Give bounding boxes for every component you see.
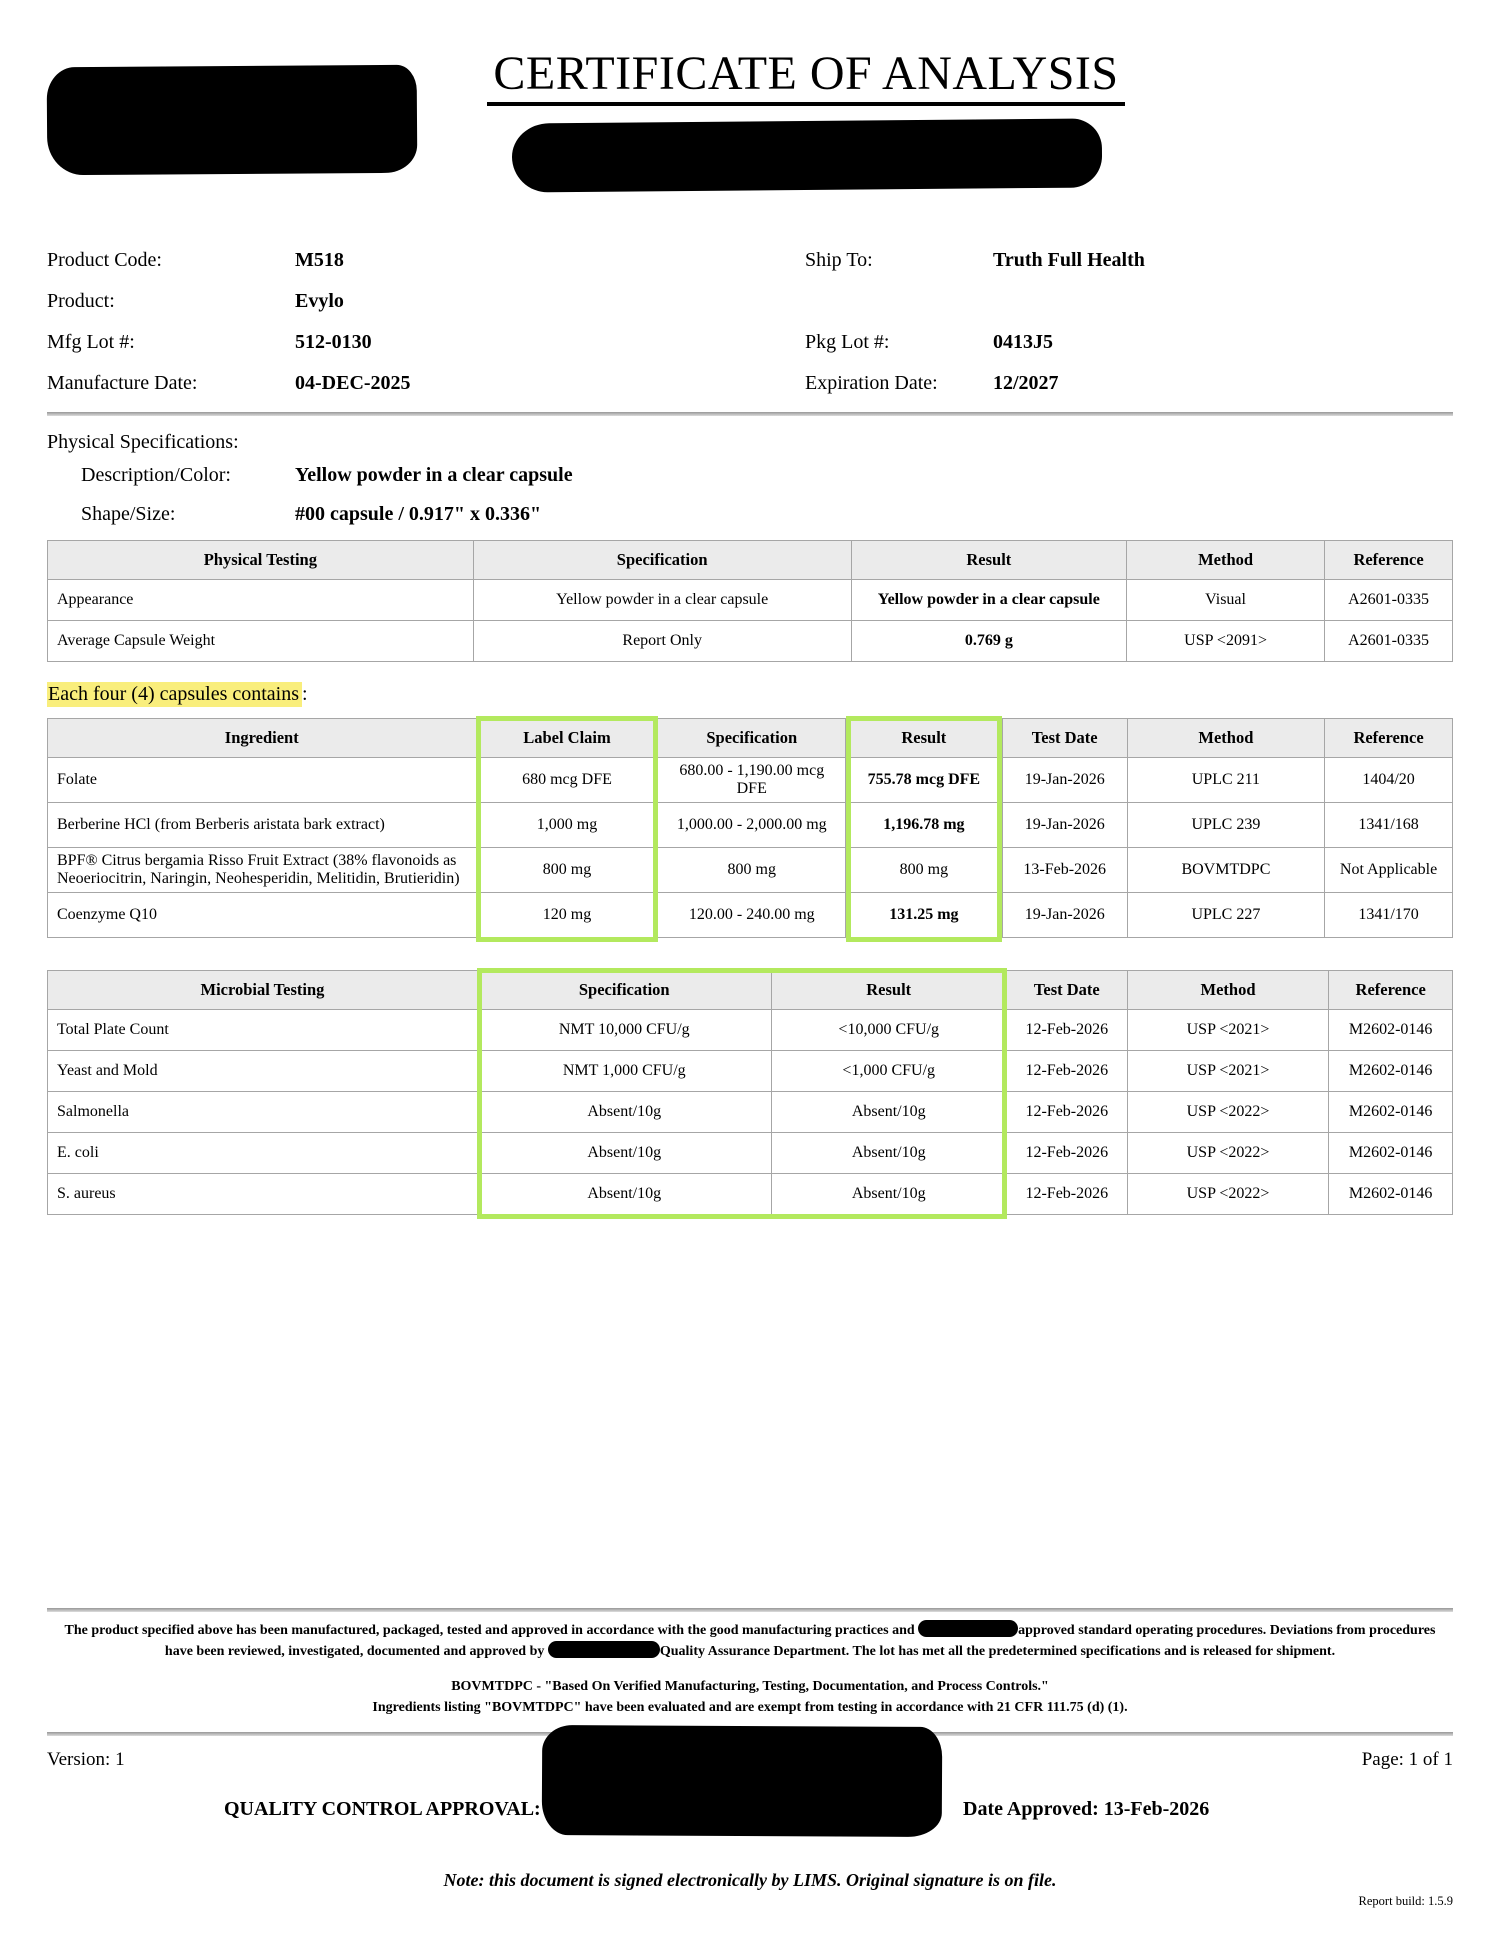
capsules-contains-heading	[47, 680, 1453, 708]
table-header-cell: Result	[771, 971, 1006, 1010]
table-cell: 12-Feb-2026	[1006, 1051, 1127, 1092]
shape-size-label: Shape/Size:	[81, 503, 176, 525]
table-cell: USP <2022>	[1127, 1174, 1329, 1215]
table-header-cell: Method	[1127, 971, 1329, 1010]
qc-approval-label: QUALITY CONTROL APPROVAL:	[224, 1798, 541, 1820]
table-cell: NMT 1,000 CFU/g	[477, 1051, 771, 1092]
ship-to-group	[805, 240, 1145, 281]
table-cell: 19-Jan-2026	[1002, 803, 1127, 848]
table-header-cell: Physical Testing	[48, 541, 474, 580]
table-cell: Coenzyme Q10	[48, 893, 477, 938]
product-label: Product:	[47, 290, 115, 312]
product-info-row	[47, 322, 1453, 363]
mfg-date-label: Manufacture Date:	[47, 372, 198, 394]
mfg-date-value: 04-DEC-2025	[295, 372, 411, 394]
table-cell: Absent/10g	[771, 1092, 1006, 1133]
shape-size-value: #00 capsule / 0.917" x 0.336"	[295, 503, 542, 525]
table-cell: UPLC 239	[1127, 803, 1324, 848]
table-cell: 12-Feb-2026	[1006, 1174, 1127, 1215]
yellow-highlight: Each four (4) capsules contains	[47, 682, 302, 707]
table-cell: BOVMTDPC	[1127, 848, 1324, 893]
disclaimer-paragraph	[47, 1620, 1453, 1662]
table-row	[48, 1133, 1453, 1174]
table-cell: Berberine HCl (from Berberis aristata bark extract)	[48, 803, 477, 848]
table-cell: 1,000.00 - 2,000.00 mg	[658, 803, 846, 848]
table-cell: Absent/10g	[771, 1174, 1006, 1215]
table-cell: Salmonella	[48, 1092, 478, 1133]
address-redaction-blob	[512, 118, 1103, 192]
table-header-cell: Test Date	[1002, 719, 1127, 758]
ingredient-table	[47, 718, 1453, 938]
table-header-cell: Method	[1127, 541, 1325, 580]
table-cell: UPLC 211	[1127, 758, 1324, 803]
ship-to-label: Ship To:	[805, 249, 873, 271]
bovmtdpc-line1: BOVMTDPC - "Based On Verified Manufacturing, Testing, Documentation, and Process Controls."	[451, 1679, 1049, 1694]
horizontal-divider	[47, 1608, 1453, 1612]
disclaimer-text: The product specified above has been manufactured, packaged, tested and approved in accordance with the good manufacturing practices and	[64, 1623, 915, 1638]
expiration-group	[805, 363, 1059, 404]
ship-to-value: Truth Full Health	[993, 249, 1145, 271]
product-info-row	[47, 281, 1453, 322]
inline-redaction-blob	[548, 1641, 660, 1658]
table-cell: Folate	[48, 758, 477, 803]
table-cell: M2602-0146	[1329, 1133, 1453, 1174]
product-code-label: Product Code:	[47, 249, 162, 271]
version-text: Version: 1	[47, 1749, 125, 1770]
table-cell: 800 mg	[658, 848, 846, 893]
table-cell: 680.00 - 1,190.00 mcg DFE	[658, 758, 846, 803]
table-cell: 131.25 mg	[846, 893, 1003, 938]
expiration-date-value: 12/2027	[993, 372, 1059, 394]
table-header-cell: Reference	[1325, 719, 1453, 758]
table-row	[48, 1092, 1453, 1133]
table-row	[48, 1051, 1453, 1092]
table-cell: 0.769 g	[851, 621, 1126, 662]
microbial-table-wrap	[47, 970, 1453, 1215]
table-cell: Yeast and Mold	[48, 1051, 478, 1092]
description-color-value: Yellow powder in a clear capsule	[295, 464, 573, 486]
mfg-lot-value: 512-0130	[295, 331, 372, 353]
table-cell: <10,000 CFU/g	[771, 1010, 1006, 1051]
table-cell: Absent/10g	[477, 1133, 771, 1174]
signature-redaction-blob	[542, 1725, 943, 1837]
table-cell: Average Capsule Weight	[48, 621, 474, 662]
disclaimer-text: approved standard operating procedures. Deviations from procedures have been reviewed, investigated, documented and approved by	[164, 1623, 1436, 1659]
page-number-text: Page: 1 of 1	[1361, 1749, 1453, 1770]
table-header-cell: Specification	[658, 719, 846, 758]
table-row	[48, 1174, 1453, 1215]
table-cell: A2601-0335	[1325, 621, 1453, 662]
table-cell: Yellow powder in a clear capsule	[851, 580, 1126, 621]
table-cell: M2602-0146	[1329, 1174, 1453, 1215]
table-cell: Absent/10g	[477, 1174, 771, 1215]
title-row	[0, 46, 1500, 106]
table-cell: Report Only	[473, 621, 851, 662]
table-header-cell: Result	[846, 719, 1003, 758]
page-title: CERTIFICATE OF ANALYSIS	[487, 46, 1124, 106]
physical-testing-table-wrap	[47, 540, 1453, 662]
table-row	[48, 1010, 1453, 1051]
product-value: Evylo	[295, 290, 344, 312]
table-cell: USP <2021>	[1127, 1010, 1329, 1051]
pkg-lot-value: 0413J5	[993, 331, 1053, 353]
table-cell: Absent/10g	[771, 1133, 1006, 1174]
table-cell: 12-Feb-2026	[1006, 1010, 1127, 1051]
physical-specifications-heading: Physical Specifications:	[47, 431, 239, 453]
table-header-cell: Specification	[473, 541, 851, 580]
date-approved-text: Date Approved: 13-Feb-2026	[963, 1798, 1210, 1820]
table-row	[48, 621, 1453, 662]
content-column	[47, 240, 1453, 1215]
table-header-cell: Test Date	[1006, 971, 1127, 1010]
table-cell: USP <2022>	[1127, 1133, 1329, 1174]
table-cell: 1341/170	[1325, 893, 1453, 938]
table-cell: <1,000 CFU/g	[771, 1051, 1006, 1092]
table-cell: Total Plate Count	[48, 1010, 478, 1051]
table-cell: 19-Jan-2026	[1002, 758, 1127, 803]
table-row	[48, 758, 1453, 803]
product-info-row	[47, 363, 1453, 404]
table-header-cell: Microbial Testing	[48, 971, 478, 1010]
table-cell: 1404/20	[1325, 758, 1453, 803]
table-cell: 13-Feb-2026	[1002, 848, 1127, 893]
bovmtdpc-line2: Ingredients listing "BOVMTDPC" have been evaluated and are exempt from testing in accordance with 21 CFR 111.75 (d) (1).	[372, 1700, 1128, 1715]
table-cell: Absent/10g	[477, 1092, 771, 1133]
table-cell: NMT 10,000 CFU/g	[477, 1010, 771, 1051]
table-header-row	[48, 971, 1453, 1010]
table-header-cell: Reference	[1329, 971, 1453, 1010]
bovmtdpc-definition	[47, 1676, 1453, 1718]
table-header-cell: Method	[1127, 719, 1324, 758]
table-header-cell: Ingredient	[48, 719, 477, 758]
table-cell: 19-Jan-2026	[1002, 893, 1127, 938]
table-cell: 680 mcg DFE	[476, 758, 658, 803]
table-row	[48, 580, 1453, 621]
table-row	[48, 848, 1453, 893]
table-header-row	[48, 541, 1453, 580]
physical-testing-table	[47, 540, 1453, 662]
pkg-lot-group	[805, 322, 1053, 363]
table-cell: Yellow powder in a clear capsule	[473, 580, 851, 621]
pkg-lot-label: Pkg Lot #:	[805, 331, 890, 353]
microbial-testing-table	[47, 970, 1453, 1215]
table-row	[48, 803, 1453, 848]
table-cell: M2602-0146	[1329, 1051, 1453, 1092]
table-header-cell: Label Claim	[476, 719, 658, 758]
table-cell: 120 mg	[476, 893, 658, 938]
description-color-label: Description/Color:	[81, 464, 231, 486]
report-build-text: Report build: 1.5.9	[1358, 1894, 1453, 1908]
table-cell: 755.78 mcg DFE	[846, 758, 1003, 803]
table-header-cell: Result	[851, 541, 1126, 580]
shape-size-row	[47, 495, 1453, 534]
table-cell: 12-Feb-2026	[1006, 1092, 1127, 1133]
disclaimer-text: Quality Assurance Department. The lot has met all the predetermined specifications and is released for shipment.	[659, 1644, 1336, 1659]
table-cell: Visual	[1127, 580, 1325, 621]
table-row	[48, 893, 1453, 938]
description-color-row	[47, 456, 1453, 495]
horizontal-divider	[47, 412, 1453, 416]
table-cell: 800 mg	[476, 848, 658, 893]
table-cell: USP <2022>	[1127, 1092, 1329, 1133]
product-code-value: M518	[295, 249, 344, 271]
table-cell: Not Applicable	[1325, 848, 1453, 893]
table-cell: BPF® Citrus bergamia Risso Fruit Extract (38% flavonoids as Neoeriocitrin, Naringin, Neohesperidin, Melitidin, Brutieridin)	[48, 848, 477, 893]
table-cell: M2602-0146	[1329, 1092, 1453, 1133]
table-cell: 800 mg	[846, 848, 1003, 893]
table-cell: 120.00 - 240.00 mg	[658, 893, 846, 938]
table-cell: UPLC 227	[1127, 893, 1324, 938]
table-cell: A2601-0335	[1325, 580, 1453, 621]
table-header-cell: Specification	[477, 971, 771, 1010]
ingredient-table-wrap	[47, 718, 1453, 938]
electronic-signature-note: Note: this document is signed electronically by LIMS. Original signature is on file.	[443, 1870, 1057, 1890]
inline-redaction-blob	[918, 1620, 1018, 1637]
mfg-lot-label: Mfg Lot #:	[47, 331, 135, 353]
expiration-date-label: Expiration Date:	[805, 372, 938, 394]
table-cell: 1341/168	[1325, 803, 1453, 848]
table-cell: 1,196.78 mg	[846, 803, 1003, 848]
product-info-row	[47, 240, 1453, 281]
table-cell: Appearance	[48, 580, 474, 621]
table-cell: 1,000 mg	[476, 803, 658, 848]
table-cell: USP <2021>	[1127, 1051, 1329, 1092]
table-cell: 12-Feb-2026	[1006, 1133, 1127, 1174]
table-cell: E. coli	[48, 1133, 478, 1174]
table-header-cell: Reference	[1325, 541, 1453, 580]
table-cell: USP <2091>	[1127, 621, 1325, 662]
table-cell: S. aureus	[48, 1174, 478, 1215]
table-cell: M2602-0146	[1329, 1010, 1453, 1051]
table-header-row	[48, 719, 1453, 758]
heading-colon: :	[302, 683, 308, 705]
